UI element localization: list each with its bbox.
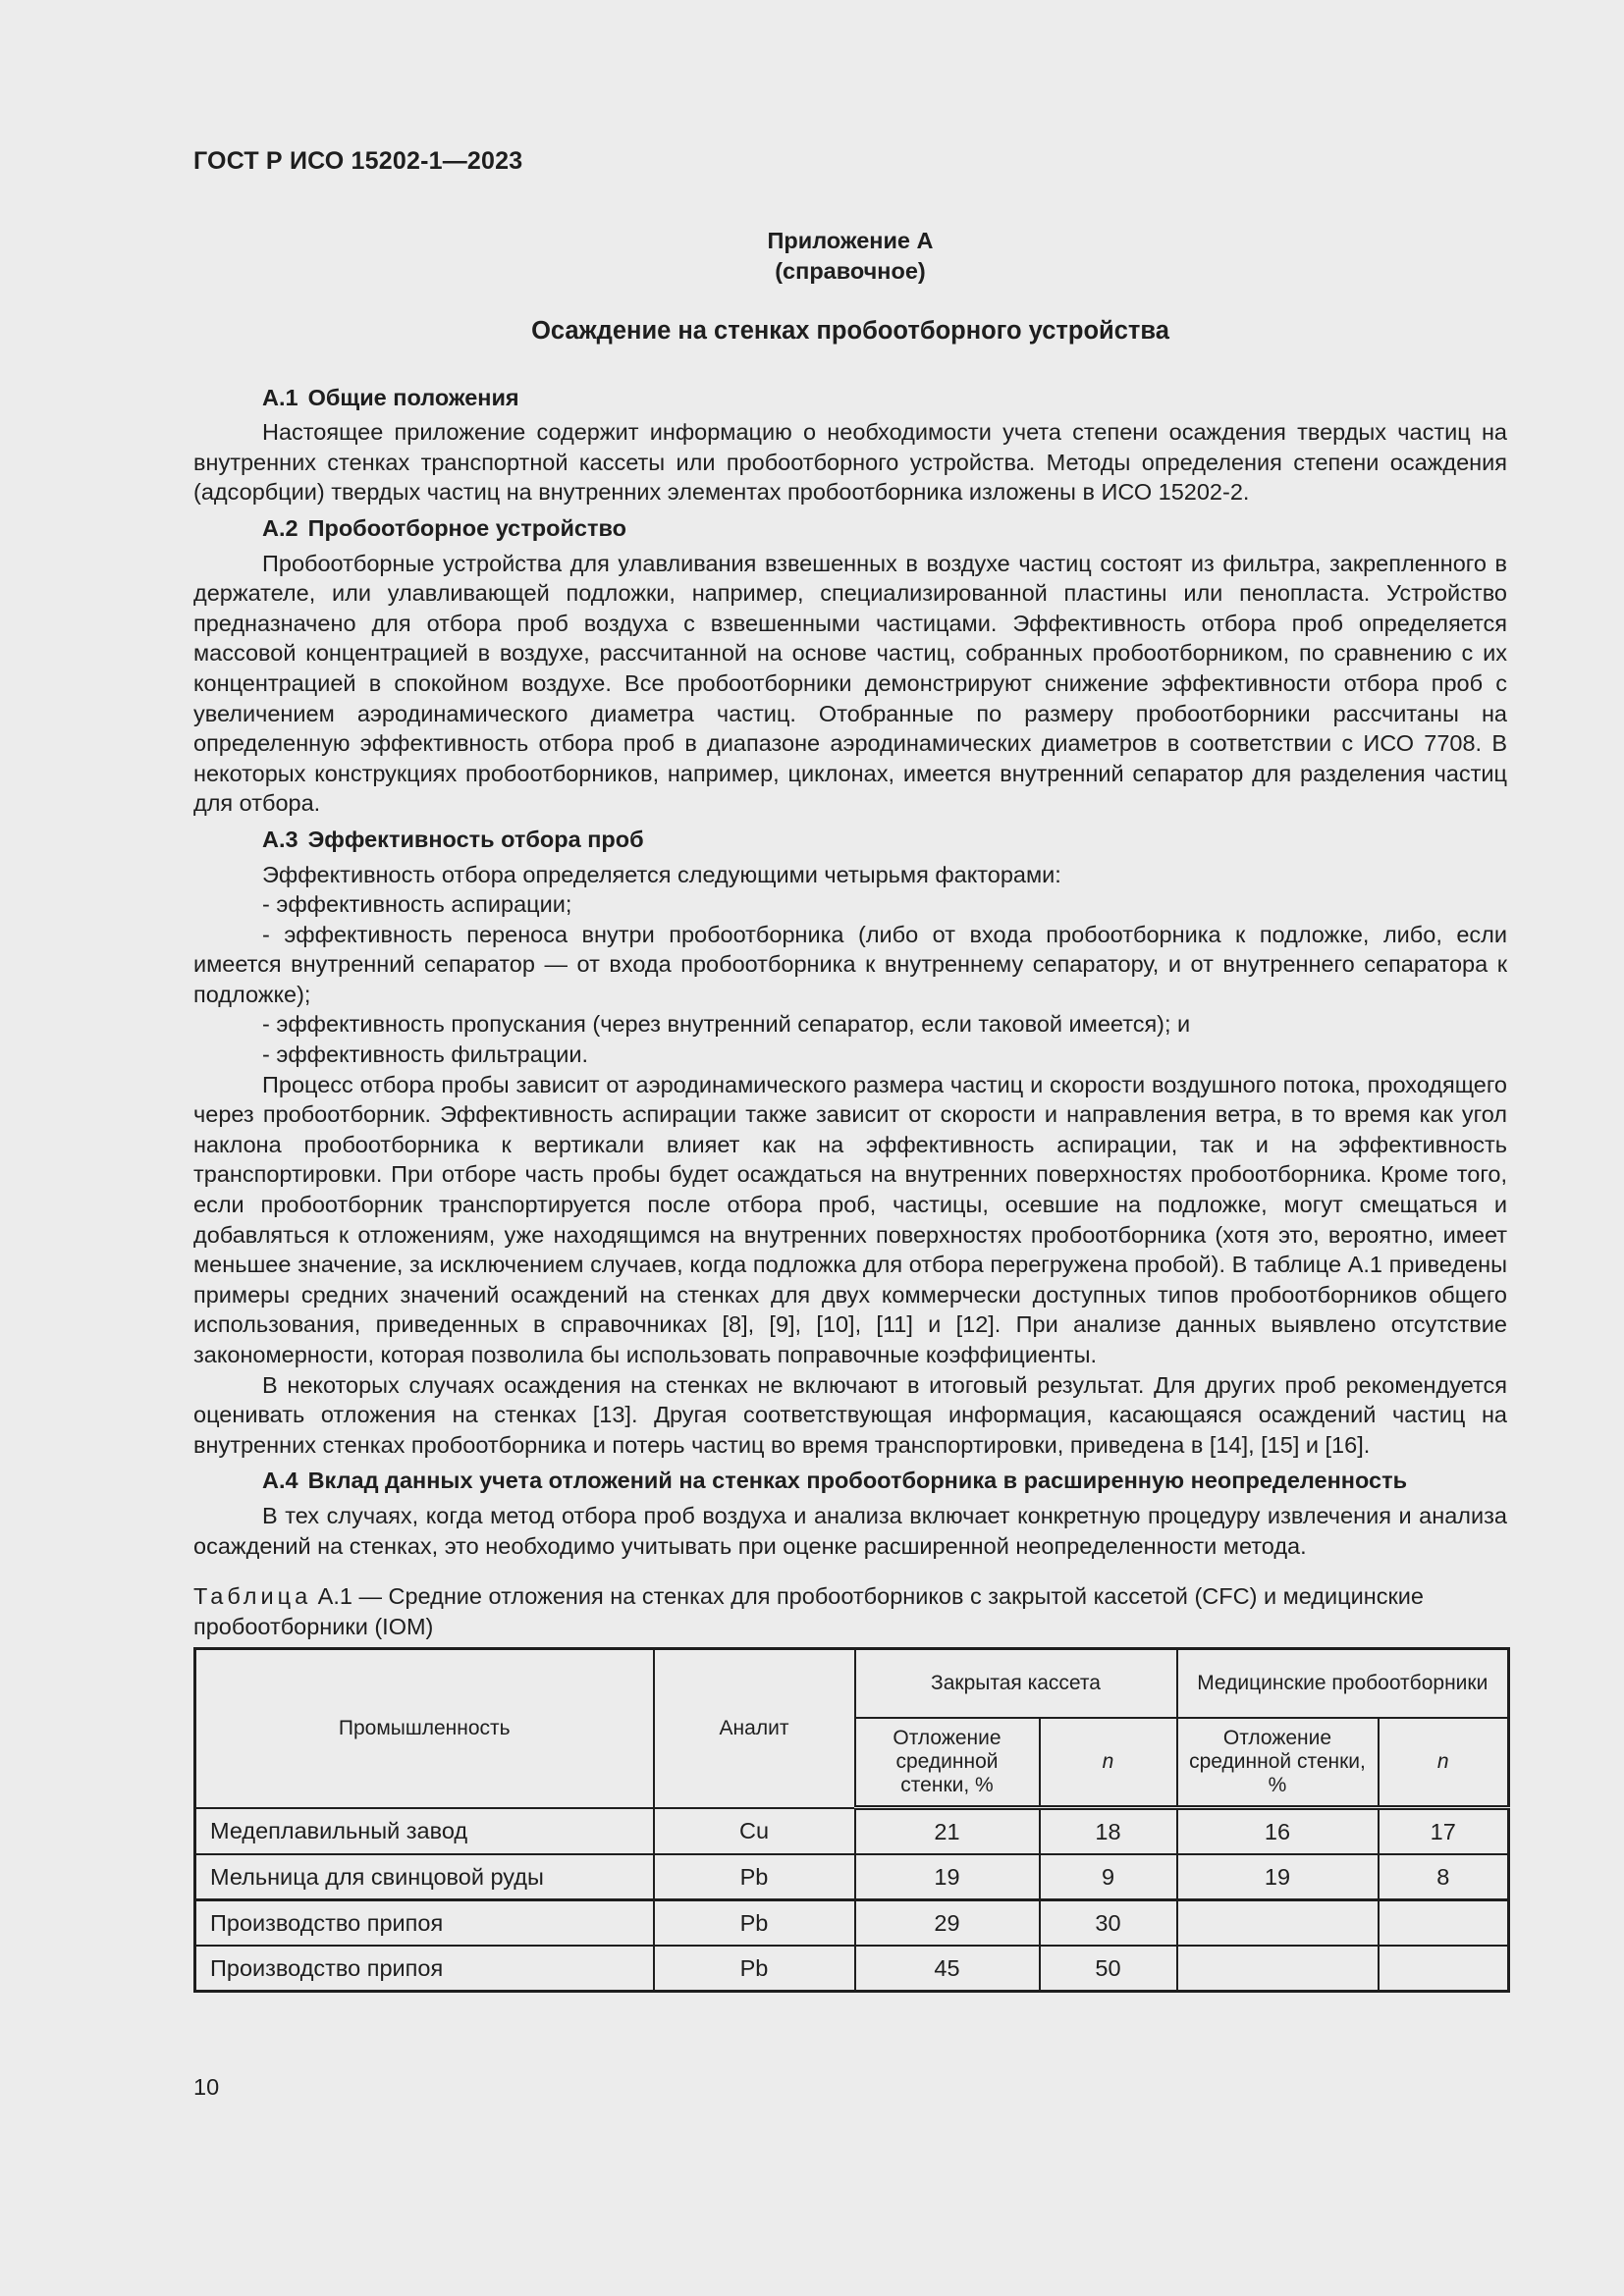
section-number: А.1 [262, 384, 298, 410]
paragraph: Пробоотборные устройства для улавливания взвешенных в воздухе частиц состоят из фильтра, закрепленного в держателе, или улавливающей подложки, например, специализированной пластины или пенопласта. Устройство предназначено для отбора проб воздуха с взвешенными частицами. Эффективность отбора проб определяется массовой концентрацией в воздухе, рассчитанной на основе частиц, собранных пробоотборником, по сравнению с их концентрацией в спокойном воздухе. Все пробоотборники демонстрируют снижение эффективности отбора проб с увеличением аэродинамического диаметра частиц. Отобранные по размеру пробоотборники рассчитаны на определенную эффективность отбора проб в диапазоне аэродинамических диаметров в соответствии с ИСО 7708. В некоторых конструкциях пробоотборников, например, циклонах, имеется внутренний сепаратор для разделения частиц для отбора. [193, 550, 1507, 817]
table-cell: Мельница для свинцовой руды [195, 1854, 654, 1900]
section-title: Эффективность отбора проб [307, 826, 644, 852]
section-heading [193, 383, 1507, 413]
table-row [195, 1854, 1509, 1900]
table-cell: Pb [654, 1854, 855, 1900]
section-title: Пробоотборное устройство [307, 514, 626, 541]
annex-type: (справочное) [775, 258, 926, 284]
header-analyte: Аналит [654, 1649, 855, 1808]
page-content [193, 226, 1507, 1993]
list-item: - эффективность аспирации; [262, 891, 572, 918]
annex-title: Приложение А [767, 228, 934, 253]
table-cell [1177, 1900, 1379, 1947]
paragraph: В тех случаях, когда метод отбора проб воздуха и анализа включает конкретную процедуру извлечения и анализа осаждений на стенках, это необходимо учитывать при оценке расширенной неопределенности метода. [193, 1502, 1507, 1559]
table-cell: 45 [855, 1946, 1040, 1992]
document-code: ГОСТ Р ИСО 15202-1—2023 [193, 147, 523, 175]
section-number: А.4 [262, 1468, 298, 1494]
page-number: 10 [193, 2074, 220, 2100]
table-cell: Производство припоя [195, 1900, 654, 1947]
header-industry: Промышленность [195, 1649, 654, 1808]
section-number: А.2 [262, 514, 298, 541]
table-cell: Производство припоя [195, 1946, 654, 1992]
paragraph: Настоящее приложение содержит информацию о необходимости учета степени осаждения твердых частиц на внутренних стенках транспортной кассеты или пробоотборного устройства. Методы определения степени осаждения (адсорбции) твердых частиц на внутренних элементах пробоотборника изложены в ИСО 15202-2. [193, 419, 1507, 506]
table-cell: 50 [1040, 1946, 1177, 1992]
table-caption-prefix: Таблица [193, 1583, 312, 1610]
header-deposit: Отложение срединной стенки, % [1177, 1718, 1379, 1808]
table-cell: 18 [1040, 1808, 1177, 1855]
header-deposit: Отложение срединной стенки, % [855, 1718, 1040, 1808]
table-cell [1379, 1946, 1509, 1992]
section-heading [193, 1466, 1507, 1496]
annex-heading: Осаждение на стенках пробоотборного устройства [531, 317, 1169, 345]
list-item: - эффективность переноса внутри пробоотборника (либо от входа пробоотборника к подложке, либо, если имеется внутренний сепаратор — от входа пробоотборника к внутреннему сепаратору, и от внутреннего сепаратора к подложке); [193, 921, 1507, 1007]
table-cell: 17 [1379, 1808, 1509, 1855]
table-cell: 21 [855, 1808, 1040, 1855]
section-title: Вклад данных учета отложений на стенках пробоотборника в расширенную неопределенность [307, 1468, 1408, 1494]
paragraph: Процесс отбора пробы зависит от аэродинамического размера частиц и скорости воздушного потока, проходящего через пробоотборник. Эффективность аспирации также зависит от скорости и направления ветра, в то время как угол наклона пробоотборника к вертикали влияет как на эффективность аспирации, так и на эффективность транспортировки. При отборе часть пробы будет осаждаться на внутренних поверхностях пробоотборника. Кроме того, если пробоотборник транспортируется после отбора проб, частицы, осевшие на подложке, могут смещаться и добавляться к отложениям, уже находящимся на внутренних поверхностях пробоотборника (хотя это, вероятно, имеет меньшее значение, за исключением случаев, когда подложка для отбора перегружена пробой). В таблице А.1 приведены примеры средних значений осаждений на стенках для двух коммерчески доступных типов пробоотборников общего использования, приведенных в справочниках [8], [9], [10], [11] и [12]. При анализе данных выявлено отсутствие закономерности, которая позволила бы использовать поправочные коэффициенты. [193, 1071, 1507, 1367]
table-row [195, 1808, 1509, 1855]
table-row [195, 1946, 1509, 1992]
table-cell: Pb [654, 1900, 855, 1947]
list-item: - эффективность фильтрации. [262, 1041, 589, 1068]
list-item: - эффективность пропускания (через внутренний сепаратор, если таковой имеется); и [262, 1011, 1191, 1038]
section-heading [193, 825, 1507, 855]
table-cell: 19 [1177, 1854, 1379, 1900]
table-row [195, 1900, 1509, 1947]
header-medical-samplers: Медицинские пробоотборники [1177, 1649, 1509, 1718]
table-cell: 19 [855, 1854, 1040, 1900]
section-number: А.3 [262, 826, 298, 852]
paragraph: Эффективность отбора определяется следующими четырьмя факторами: [262, 861, 1061, 887]
table-caption [193, 1581, 1507, 1641]
table-cell: 8 [1379, 1854, 1509, 1900]
table-cell: Pb [654, 1946, 855, 1992]
table-cell: Cu [654, 1808, 855, 1855]
wall-deposits-table [193, 1647, 1510, 1993]
table-cell: 30 [1040, 1900, 1177, 1947]
table-cell: 29 [855, 1900, 1040, 1947]
header-n: n [1379, 1718, 1509, 1808]
table-cell [1177, 1946, 1379, 1992]
table-cell: 9 [1040, 1854, 1177, 1900]
paragraph: В некоторых случаях осаждения на стенках не включают в итоговый результат. Для других проб рекомендуется оценивать отложения на стенках [13]. Другая соответствующая информация, касающаяся осаждений частиц на внутренних стенках пробоотборника и потерь частиц во время транспортировки, приведена в [14], [15] и [16]. [193, 1371, 1507, 1458]
header-n: n [1040, 1718, 1177, 1808]
table-cell: 16 [1177, 1808, 1379, 1855]
table-cell [1379, 1900, 1509, 1947]
table-caption-text: А.1 — Средние отложения на стенках для пробоотборников с закрытой кассетой (CFC) и медицинские пробоотборники (IOM) [193, 1583, 1424, 1639]
section-title: Общие положения [307, 384, 519, 410]
section-heading [193, 513, 1507, 544]
header-closed-cassette: Закрытая кассета [855, 1649, 1177, 1718]
table-cell: Медеплавильный завод [195, 1808, 654, 1855]
